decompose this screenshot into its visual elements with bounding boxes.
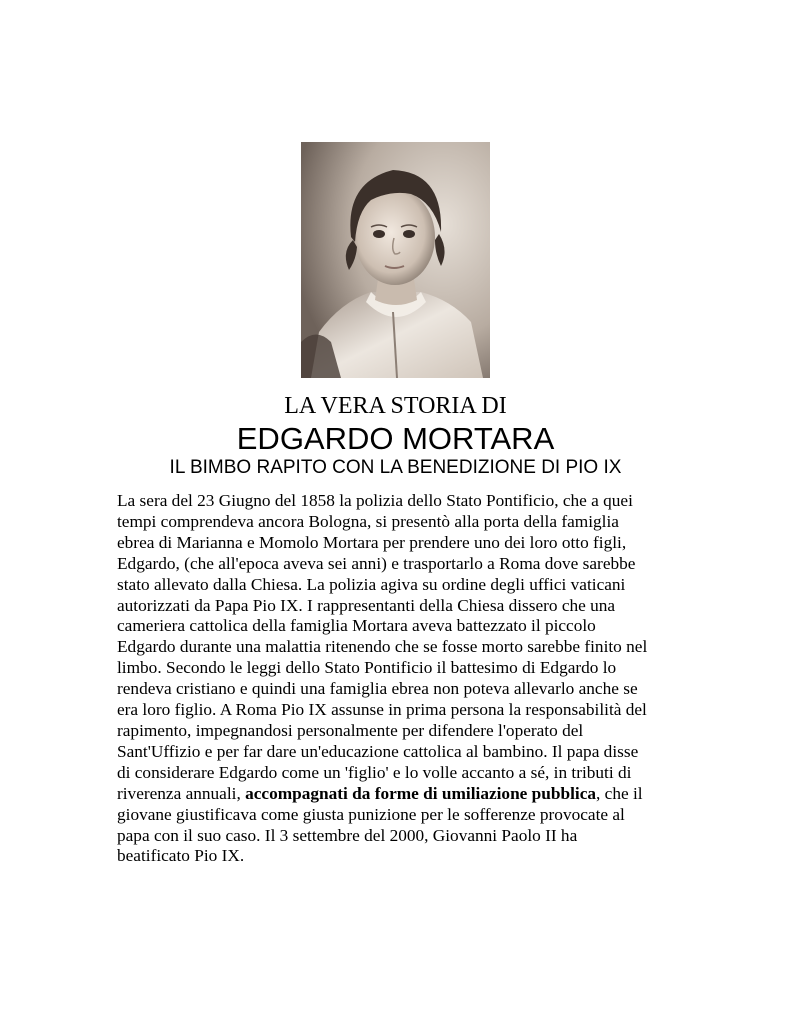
body-line: autorizzati da Papa Pio IX. I rappresentanti della Chiesa dissero che una — [117, 595, 616, 615]
title-line-1: LA VERA STORIA DI — [284, 393, 507, 419]
subtitle: IL BIMBO RAPITO CON LA BENEDIZIONE DI PIO IX — [169, 457, 622, 478]
body-line: rendeva cristiano e quindi una famiglia ebrea non poteva allevarlo anche se — [117, 679, 638, 699]
body-line: tempi comprendeva ancora Bologna, si presentò alla porta della famiglia — [117, 511, 619, 531]
body-line: stato allevato dalla Chiesa. La polizia agiva su ordine degli uffici vaticani — [117, 574, 626, 594]
body-line: cameriera cattolica della famiglia Mortara aveva battezzato il piccolo — [117, 616, 596, 636]
body-text-run: , che il — [596, 783, 643, 803]
body-line: Sant'Uffizio e per far dare un'educazione cattolica al bambino. Il papa disse — [117, 741, 639, 761]
body-line: limbo. Secondo le leggi dello Stato Pontificio il battesimo di Edgardo lo — [117, 658, 617, 678]
body-line: papa con il suo caso. Il 3 settembre del 2000, Giovanni Paolo II ha — [117, 825, 578, 845]
bold-phrase: accompagnati da forme di umiliazione pubblica — [245, 783, 597, 803]
body-line: di considerare Edgardo come un 'figlio' e lo volle accanto a sé, in tributi di — [117, 762, 632, 782]
title-line-2: EDGARDO MORTARA — [236, 421, 555, 456]
portrait-image — [301, 142, 490, 378]
body-line: Edgardo durante una malattia ritenendo che se fosse morto sarebbe finito nel — [117, 637, 648, 657]
body-line: Edgardo, (che all'epoca aveva sei anni) e trasportarlo a Roma dove sarebbe — [117, 553, 636, 573]
body-paragraph — [117, 491, 687, 867]
body-line: ebrea di Marianna e Momolo Mortara per prendere uno dei loro otto figli, — [117, 532, 627, 552]
body-line-emphasis — [117, 784, 687, 805]
body-line: giovane giustificava come giusta punizione per le sofferenze provocate al — [117, 804, 625, 824]
body-line: rapimento, impegnandosi personalmente per difendere l'operato del — [117, 720, 584, 740]
body-line: era loro figlio. A Roma Pio IX assunse in prima persona la responsabilità del — [117, 700, 647, 720]
portrait-drawing — [301, 142, 490, 378]
body-text-run: riverenza annuali, — [117, 783, 246, 803]
body-line: beatificato Pio IX. — [117, 846, 245, 866]
body-line: La sera del 23 Giugno del 1858 la polizia dello Stato Pontificio, che a quei — [117, 491, 633, 510]
